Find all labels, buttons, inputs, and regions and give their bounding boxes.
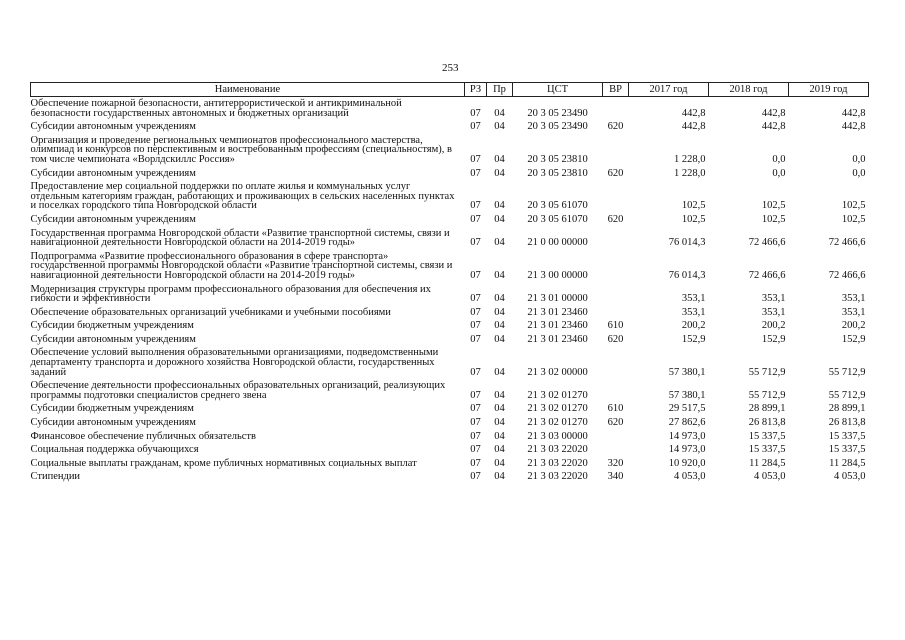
row-2018-cell: 152,9 [761, 333, 786, 345]
table-row [31, 430, 869, 444]
row-vr-cell [603, 227, 629, 250]
row-2019-cell: 353,1 [841, 293, 866, 305]
row-2017-cell: 27 862,6 [668, 417, 706, 429]
table-row [31, 402, 869, 416]
row-2018-cell: 11 284,5 [749, 457, 786, 469]
row-name-cell: Предоставление мер социальной поддержки по оплате жилья и коммунальных услуг отдельным категориям граждан, работающих и проживающих в сельских населенных пунктах и поселках городского типа Новгородской области [30, 181, 455, 212]
row-2017-cell: 200,2 [681, 320, 706, 332]
row-cst-cell: 21 3 02 01270 [527, 389, 588, 401]
row-cst-cell: 21 3 02 01270 [527, 417, 588, 429]
row-cst-cell: 20 3 05 23490 [527, 121, 588, 133]
row-pr-cell: 04 [494, 293, 505, 305]
row-rz-cell: 07 [470, 107, 481, 119]
row-vr-cell [603, 306, 629, 320]
row-name-cell: Финансовое обеспечение публичных обязательств [30, 430, 256, 442]
row-cst-cell: 20 3 05 23490 [527, 107, 588, 119]
row-name-cell: Субсидии бюджетным учреждениям [30, 320, 194, 332]
row-cst-cell: 20 3 05 61070 [527, 200, 588, 212]
budget-table [30, 82, 869, 484]
row-pr-cell: 04 [494, 320, 505, 332]
table-row [31, 346, 869, 379]
row-cst-cell: 21 0 00 00000 [527, 237, 588, 249]
row-vr-cell: 620 [607, 213, 624, 225]
table-row [31, 319, 869, 333]
row-rz-cell: 07 [470, 293, 481, 305]
row-2017-cell: 102,5 [681, 200, 706, 212]
row-rz-cell: 07 [470, 366, 481, 378]
row-vr-cell [603, 283, 629, 306]
row-cst-cell: 21 3 01 00000 [527, 293, 588, 305]
header-2017: 2017 год [629, 83, 709, 97]
row-name-cell: Субсидии бюджетным учреждениям [30, 403, 194, 415]
row-pr-cell: 04 [494, 200, 505, 212]
row-2018-cell: 0,0 [772, 153, 786, 165]
row-2017-cell: 14 973,0 [668, 444, 706, 456]
header-vr: ВР [603, 83, 629, 97]
table-row [31, 416, 869, 430]
row-name-cell: Субсидии автономным учреждениям [30, 121, 196, 133]
row-vr-cell: 340 [607, 471, 624, 483]
row-vr-cell [603, 250, 629, 283]
table-row [31, 167, 869, 181]
row-name-cell: Организация и проведение региональных чемпионатов профессионального мастерства, олимпиад и конкурсов по перспективным и востребованным профессиям (специальностям), в том числе чемпионата «Ворлдскиллс Россия» [30, 134, 452, 165]
row-2018-cell: 102,5 [761, 200, 786, 212]
row-2017-cell: 442,8 [681, 121, 706, 133]
row-name-cell: Обеспечение пожарной безопасности, антитеррористической и антикриминальной безопасности государственных автономных и бюджетных организаций [30, 98, 402, 119]
row-rz-cell: 07 [470, 269, 481, 281]
header-rz: РЗ [465, 83, 487, 97]
page-number: 253 [442, 62, 459, 74]
row-vr-cell [603, 97, 629, 121]
header-pr: Пр [487, 83, 513, 97]
row-rz-cell: 07 [470, 237, 481, 249]
row-2019-cell: 28 899,1 [828, 403, 866, 415]
row-2018-cell: 15 337,5 [748, 430, 786, 442]
table-row [31, 97, 869, 121]
row-2017-cell: 4 053,0 [674, 471, 706, 483]
row-2019-cell: 0,0 [852, 153, 866, 165]
table-header-row [31, 83, 869, 97]
row-name-cell: Субсидии автономным учреждениям [30, 333, 196, 345]
row-cst-cell: 21 3 02 00000 [527, 366, 588, 378]
row-cst-cell: 21 3 03 00000 [527, 430, 588, 442]
row-rz-cell: 07 [470, 457, 481, 469]
row-2019-cell: 442,8 [841, 121, 866, 133]
table-row [31, 180, 869, 213]
row-rz-cell: 07 [470, 430, 481, 442]
row-vr-cell [603, 379, 629, 402]
row-rz-cell: 07 [470, 213, 481, 225]
row-2019-cell: 442,8 [841, 107, 866, 119]
row-rz-cell: 07 [470, 320, 481, 332]
row-rz-cell: 07 [470, 417, 481, 429]
row-2017-cell: 353,1 [681, 306, 706, 318]
row-2018-cell: 353,1 [761, 306, 786, 318]
row-2019-cell: 55 712,9 [828, 389, 866, 401]
row-2018-cell: 102,5 [761, 213, 786, 225]
row-vr-cell: 610 [607, 320, 624, 332]
row-2017-cell: 57 380,1 [668, 389, 706, 401]
table-body [31, 97, 869, 485]
table-row [31, 443, 869, 457]
row-rz-cell: 07 [470, 167, 481, 179]
table-row [31, 457, 869, 471]
row-vr-cell [603, 180, 629, 213]
row-2018-cell: 72 466,6 [748, 237, 786, 249]
table-row [31, 250, 869, 283]
row-name-cell: Государственная программа Новгородской области «Развитие транспортной системы, связи и навигационной деятельности Новгородской области на 2014-2019 годы» [30, 227, 450, 249]
row-pr-cell: 04 [494, 417, 505, 429]
row-name-cell: Субсидии автономным учреждениям [30, 213, 196, 225]
row-rz-cell: 07 [470, 403, 481, 415]
row-name-cell: Подпрограмма «Развитие профессионального образования в сфере транспорта» государственной программы Новгородской области «Развитие транспортной системы, связи и навигационной деятельности Новгородской области на 2014-2019 годы» [30, 250, 453, 281]
row-2019-cell: 200,2 [841, 320, 866, 332]
row-2019-cell: 72 466,6 [828, 237, 866, 249]
row-2018-cell: 72 466,6 [748, 269, 786, 281]
row-2019-cell: 102,5 [841, 200, 866, 212]
table-row [31, 333, 869, 347]
row-2017-cell: 10 920,0 [668, 457, 706, 469]
header-name: Наименование [31, 83, 465, 97]
table-row [31, 283, 869, 306]
row-pr-cell: 04 [494, 306, 505, 318]
row-pr-cell: 04 [494, 471, 505, 483]
header-2019: 2019 год [789, 83, 869, 97]
row-vr-cell [603, 346, 629, 379]
table-row [31, 306, 869, 320]
row-pr-cell: 04 [494, 153, 505, 165]
row-cst-cell: 21 3 01 23460 [527, 320, 588, 332]
row-2018-cell: 4 053,0 [754, 471, 786, 483]
row-vr-cell: 620 [607, 417, 624, 429]
row-cst-cell: 20 3 05 61070 [527, 213, 588, 225]
row-vr-cell: 610 [607, 403, 624, 415]
table-row [31, 379, 869, 402]
row-vr-cell: 320 [607, 457, 624, 469]
row-pr-cell: 04 [494, 403, 505, 415]
row-2017-cell: 57 380,1 [668, 366, 706, 378]
row-2018-cell: 353,1 [761, 293, 786, 305]
table-row [31, 213, 869, 227]
row-vr-cell: 620 [607, 121, 624, 133]
row-2017-cell: 76 014,3 [668, 269, 706, 281]
row-cst-cell: 21 3 00 00000 [527, 269, 588, 281]
row-2019-cell: 152,9 [841, 333, 866, 345]
row-rz-cell: 07 [470, 200, 481, 212]
row-2018-cell: 55 712,9 [748, 366, 786, 378]
row-name-cell: Обеспечение деятельности профессиональных образовательных организаций, реализующих программы подготовки специалистов среднего звена [30, 380, 446, 401]
row-rz-cell: 07 [470, 306, 481, 318]
row-rz-cell: 07 [470, 389, 481, 401]
row-name-cell: Социальные выплаты гражданам, кроме публичных нормативных социальных выплат [30, 457, 417, 469]
row-rz-cell: 07 [470, 444, 481, 456]
row-2019-cell: 102,5 [841, 213, 866, 225]
row-vr-cell: 620 [607, 167, 624, 179]
header-cst: ЦСТ [513, 83, 603, 97]
row-2018-cell: 442,8 [761, 107, 786, 119]
table-row [31, 120, 869, 134]
row-2019-cell: 26 813,8 [828, 417, 866, 429]
row-pr-cell: 04 [494, 457, 505, 469]
row-vr-cell [603, 430, 629, 444]
row-cst-cell: 21 3 03 22020 [527, 471, 588, 483]
row-cst-cell: 20 3 05 23810 [527, 153, 588, 165]
row-2017-cell: 1 228,0 [674, 167, 706, 179]
row-2018-cell: 15 337,5 [748, 444, 786, 456]
row-2018-cell: 200,2 [761, 320, 786, 332]
row-2017-cell: 152,9 [681, 333, 706, 345]
row-pr-cell: 04 [494, 167, 505, 179]
row-vr-cell: 620 [607, 333, 624, 345]
row-name-cell: Субсидии автономным учреждениям [30, 167, 196, 179]
row-vr-cell [603, 134, 629, 167]
row-2017-cell: 29 517,5 [668, 403, 706, 415]
row-vr-cell [603, 443, 629, 457]
row-2017-cell: 353,1 [681, 293, 706, 305]
row-2019-cell: 0,0 [852, 167, 866, 179]
row-cst-cell: 21 3 01 23460 [527, 306, 588, 318]
row-2018-cell: 55 712,9 [748, 389, 786, 401]
row-pr-cell: 04 [494, 430, 505, 442]
row-2017-cell: 76 014,3 [668, 237, 706, 249]
row-2017-cell: 1 228,0 [674, 153, 706, 165]
table-row [31, 227, 869, 250]
row-name-cell: Стипендии [30, 471, 81, 483]
row-2019-cell: 55 712,9 [828, 366, 866, 378]
row-cst-cell: 21 3 01 23460 [527, 333, 588, 345]
row-pr-cell: 04 [494, 333, 505, 345]
row-name-cell: Модернизация структуры программ профессионального образования для обеспечения их гибкости и эффективности [30, 283, 431, 305]
row-2018-cell: 442,8 [761, 121, 786, 133]
row-2019-cell: 15 337,5 [828, 444, 866, 456]
row-rz-cell: 07 [470, 121, 481, 133]
row-pr-cell: 04 [494, 107, 505, 119]
row-pr-cell: 04 [494, 269, 505, 281]
row-2018-cell: 0,0 [772, 167, 786, 179]
row-pr-cell: 04 [494, 366, 505, 378]
row-cst-cell: 21 3 02 01270 [527, 403, 588, 415]
row-cst-cell: 21 3 03 22020 [527, 457, 588, 469]
row-2019-cell: 11 284,5 [829, 457, 866, 469]
row-2019-cell: 353,1 [841, 306, 866, 318]
row-pr-cell: 04 [494, 444, 505, 456]
row-cst-cell: 21 3 03 22020 [527, 444, 588, 456]
row-pr-cell: 04 [494, 121, 505, 133]
row-name-cell: Социальная поддержка обучающихся [30, 444, 199, 456]
row-pr-cell: 04 [494, 237, 505, 249]
row-2018-cell: 28 899,1 [748, 403, 786, 415]
row-cst-cell: 20 3 05 23810 [527, 167, 588, 179]
row-2017-cell: 14 973,0 [668, 430, 706, 442]
row-2019-cell: 15 337,5 [828, 430, 866, 442]
row-2017-cell: 102,5 [681, 213, 706, 225]
row-name-cell: Субсидии автономным учреждениям [30, 417, 196, 429]
row-rz-cell: 07 [470, 153, 481, 165]
table-row [31, 470, 869, 484]
row-rz-cell: 07 [470, 333, 481, 345]
row-name-cell: Обеспечение образовательных организаций учебниками и учебными пособиями [30, 306, 391, 318]
row-name-cell: Обеспечение условий выполнения образовательными организациями, подведомственными департаменту транспорта и дорожного хозяйства Новгородской области, государственных заданий [30, 347, 439, 378]
row-2019-cell: 4 053,0 [834, 471, 866, 483]
row-rz-cell: 07 [470, 471, 481, 483]
row-2019-cell: 72 466,6 [828, 269, 866, 281]
table-row [31, 134, 869, 167]
row-pr-cell: 04 [494, 213, 505, 225]
row-pr-cell: 04 [494, 389, 505, 401]
header-2018: 2018 год [709, 83, 789, 97]
row-2018-cell: 26 813,8 [748, 417, 786, 429]
row-2017-cell: 442,8 [681, 107, 706, 119]
